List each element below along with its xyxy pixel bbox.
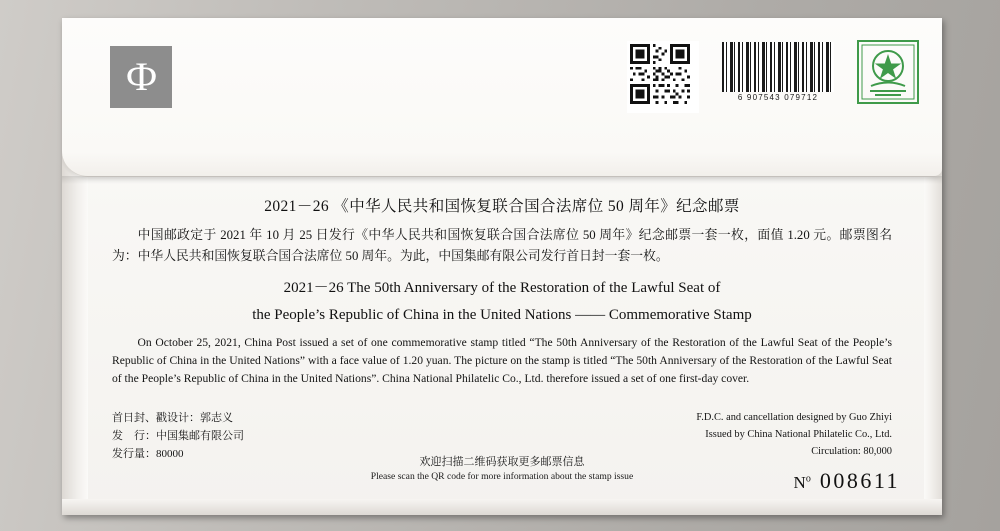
footer-right-line-1: F.D.C. and cancellation designed by Guo Zhiyi <box>696 412 892 423</box>
scan-note-english: Please scan the QR code for more information about the stamp issue <box>370 471 634 482</box>
serial-prefix <box>794 473 811 493</box>
serial-prefix-sup: o <box>805 473 811 485</box>
chinese-title: 2021－26 《中华人民共和国恢复联合国合法席位 50 周年》纪念邮票 <box>264 198 740 215</box>
serial-digits: 008611 <box>819 468 900 493</box>
document-body <box>62 194 942 388</box>
english-title-line2: the People’s Republic of China in the United Nations —— Commemorative Stamp <box>252 306 752 323</box>
barcode <box>722 42 834 102</box>
footer-right-line-3: Circulation: 80,000 <box>811 445 892 457</box>
footer-left-line-1: 首日封、戳设计：郭志义 <box>112 412 233 424</box>
english-title-line1: 2021－26 The 50th Anniversary of the Restoration of the Lawful Seat of <box>283 280 721 297</box>
english-paragraph: On October 25, 2021, China Post issued a set of one commemorative stamp titled “The 50th Anniversary of the Restoration of the Lawful Seat of the People’s Republic of China in the United Nations” with a face value of 1.20 yuan. The picture on the stamp is titled “The 50th Anniversary of the Restoration of the Lawful Seat of the People’s Republic of China in the United Nations”. China National Philatelic Co., Ltd. therefore issued a set of one first-day cover. <box>112 335 892 385</box>
logo-glyph: Ф <box>125 54 157 99</box>
footer-right-line-2: Issued by China National Philatelic Co., Ltd. <box>705 428 892 440</box>
envelope-flap-shadow <box>62 176 942 184</box>
chinese-paragraph: 中国邮政定于 2021 年 10 月 25 日发行《中华人民共和国恢复联合国合法席位 50 周年》纪念邮票一套一枚，面值 1.20 元。邮票图名为：中华人民共和国恢复联合国合法席位 50 周年。为此，中国集邮有限公司发行首日封一套一枚。 <box>112 228 892 263</box>
scan-note-chinese: 欢迎扫描二维码获取更多邮票信息 <box>419 456 585 468</box>
serial-number <box>794 468 900 494</box>
philatelic-logo <box>110 46 172 108</box>
first-day-cover-envelope <box>62 18 942 515</box>
emblem-svg <box>857 40 919 104</box>
serial-prefix-letter: N <box>793 473 806 492</box>
qr-code-icon <box>627 41 699 113</box>
envelope-bottom-edge <box>62 499 942 515</box>
china-post-emblem-icon <box>857 40 919 104</box>
footer-left-line-2: 发 行：中国集邮有限公司 <box>112 429 244 442</box>
footer-left-line-3: 发行量：80000 <box>112 447 184 460</box>
barcode-bars <box>722 42 834 92</box>
qr-code-svg <box>630 44 690 104</box>
barcode-number: 6 907543 079712 <box>737 93 819 102</box>
